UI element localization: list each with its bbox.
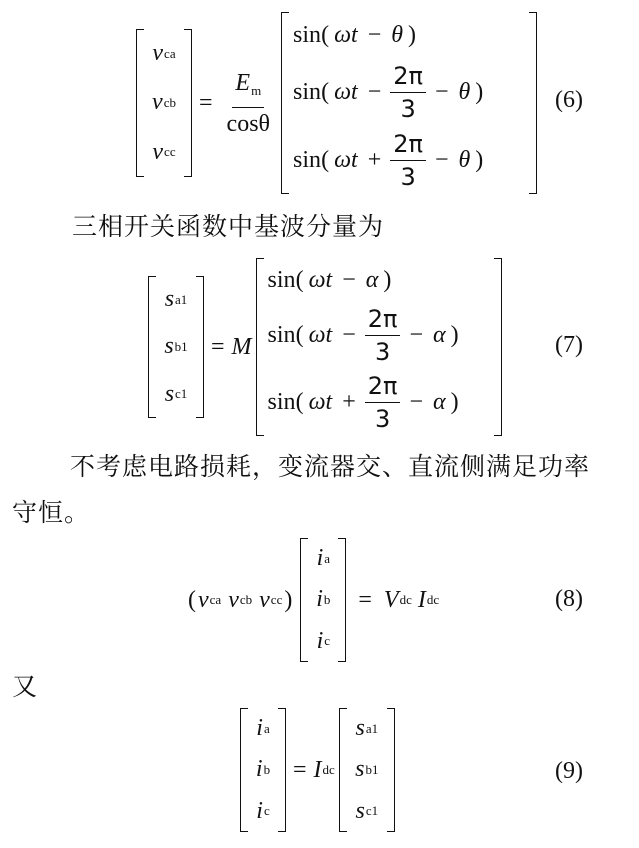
eq9-rhs-entry: s b1: [355, 756, 379, 783]
eq8-col-entry: i a: [316, 545, 331, 572]
equation-number-6: (6): [555, 87, 583, 113]
body-text-2: [12, 444, 637, 536]
eq7-row-2: sin ( ωt − $\frac{2\pi}{3}$ − α ): [267, 305, 459, 367]
eq7-equals: =: [211, 333, 225, 360]
eq7-lhs-entry: s c1: [164, 380, 188, 407]
eq6-coefficient: $\frac{E_m}{\cos\theta}$: [226, 69, 271, 137]
equation-9: [240, 708, 395, 832]
eq7-row-1: sin ( ωt − α ): [267, 266, 392, 293]
eq7-fraction: $\frac{2\pi}{3}$: [365, 371, 401, 434]
eq7-rhs-matrix: [256, 258, 502, 436]
eq6-fraction: $\frac{2\pi}{3}$: [390, 129, 426, 192]
eq6-row-2: sin ( ωt − $\frac{2\pi}{3}$ − θ ): [293, 61, 484, 123]
eq6-lhs-vector: [136, 29, 192, 177]
equation-7: [148, 258, 502, 436]
eq6-row-1: sin ( ωt − θ ): [293, 21, 417, 48]
eq6-fraction: $\frac{2\pi}{3}$: [390, 61, 426, 124]
eq6-equals: =: [199, 89, 213, 116]
eq9-lhs-vector: [240, 708, 286, 832]
eq8-row-vector: ( v ca v cb v cc ): [188, 586, 293, 613]
eq9-lhs-entry: i a: [256, 715, 270, 742]
equation-number-8: (8): [555, 586, 583, 612]
eq9-equals: =: [293, 756, 307, 783]
body-text-2-line-2: 守恒。: [12, 498, 91, 527]
eq7-lhs-entry: s b1: [164, 333, 188, 360]
eq9-coefficient: I dc: [313, 756, 335, 783]
body-text-2-line-1: 不考虑电路损耗，变流器交、直流侧满足功率: [70, 452, 591, 481]
eq9-rhs-entry: s c1: [355, 797, 379, 824]
eq9-rhs-entry: s a1: [355, 715, 379, 742]
equation-8: [188, 538, 439, 662]
eq7-lhs-entry: s a1: [164, 286, 188, 313]
eq9-lhs-entry: i c: [256, 797, 270, 824]
equation-6: [136, 12, 537, 194]
eq8-equals: =: [358, 586, 372, 613]
eq7-coefficient: M: [231, 333, 252, 360]
eq8-column-vector: [300, 538, 346, 662]
equation-number-7: (7): [555, 332, 583, 358]
eq7-fraction: $\frac{2\pi}{3}$: [365, 304, 401, 367]
eq6-rhs-matrix: [281, 12, 537, 194]
eq9-rhs-vector: [339, 708, 395, 832]
equation-number-9: (9): [555, 758, 583, 784]
eq7-lhs-vector: [148, 276, 204, 418]
eq8-col-entry: i c: [316, 627, 331, 654]
eq6-lhs-entry: v cb: [152, 89, 176, 116]
eq6-row-3: sin ( ωt + $\frac{2\pi}{3}$ − θ ): [293, 129, 484, 191]
eq6-lhs-entry: v ca: [152, 40, 176, 67]
eq9-lhs-entry: i b: [255, 756, 271, 783]
eq8-col-entry: i b: [316, 586, 331, 613]
eq8-rhs: V dc I dc: [383, 586, 440, 613]
eq7-row-3: sin ( ωt + $\frac{2\pi}{3}$ − α ): [267, 372, 459, 434]
eq6-lhs-entry: v cc: [152, 138, 176, 165]
body-text-1: 三相开关函数中基波分量为: [72, 212, 385, 241]
body-text-3: 又: [12, 672, 39, 701]
